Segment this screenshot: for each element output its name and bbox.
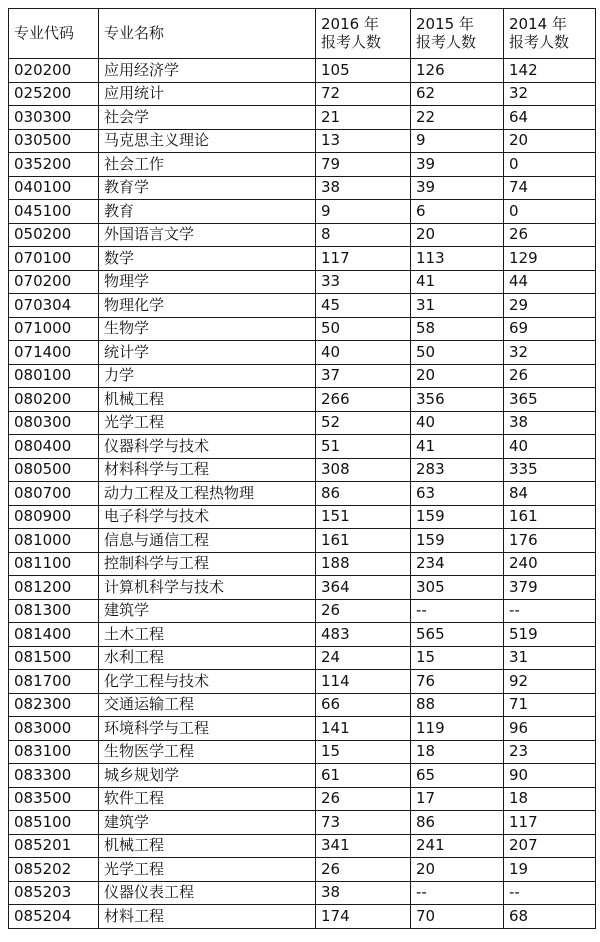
cell-2016: 483 bbox=[316, 623, 411, 647]
cell-2014: 23 bbox=[504, 740, 596, 764]
cell-2015: 9 bbox=[411, 129, 504, 153]
cell-name: 生物医学工程 bbox=[99, 740, 316, 764]
cell-name: 光学工程 bbox=[99, 858, 316, 882]
cell-code: 081300 bbox=[9, 599, 99, 623]
cell-code: 081000 bbox=[9, 529, 99, 553]
table-row bbox=[9, 294, 596, 318]
cell-code: 082300 bbox=[9, 693, 99, 717]
table-row bbox=[9, 905, 596, 929]
header-2014-label: 报考人数 bbox=[509, 32, 570, 51]
cell-code: 035200 bbox=[9, 153, 99, 177]
cell-name: 材料工程 bbox=[99, 905, 316, 929]
cell-2016: 38 bbox=[316, 176, 411, 200]
cell-name: 物理化学 bbox=[99, 294, 316, 318]
header-2016 bbox=[316, 9, 411, 59]
cell-name: 水利工程 bbox=[99, 646, 316, 670]
cell-2014: 32 bbox=[504, 341, 596, 365]
cell-2014: 32 bbox=[504, 82, 596, 106]
cell-2016: 33 bbox=[316, 270, 411, 294]
cell-2015: -- bbox=[411, 599, 504, 623]
cell-2016: 13 bbox=[316, 129, 411, 153]
cell-code: 045100 bbox=[9, 200, 99, 224]
header-2016-label: 报考人数 bbox=[321, 32, 382, 51]
cell-name: 数学 bbox=[99, 247, 316, 271]
cell-2016: 114 bbox=[316, 670, 411, 694]
cell-name: 建筑学 bbox=[99, 599, 316, 623]
table-row bbox=[9, 317, 596, 341]
cell-2014: 20 bbox=[504, 129, 596, 153]
cell-2015: 88 bbox=[411, 693, 504, 717]
cell-name: 计算机科学与技术 bbox=[99, 576, 316, 600]
header-2015-label: 报考人数 bbox=[416, 32, 477, 51]
cell-2014: 161 bbox=[504, 505, 596, 529]
cell-2014: 26 bbox=[504, 364, 596, 388]
table-row bbox=[9, 670, 596, 694]
cell-2015: 241 bbox=[411, 834, 504, 858]
cell-2014: 117 bbox=[504, 811, 596, 835]
cell-2014: 379 bbox=[504, 576, 596, 600]
cell-code: 083100 bbox=[9, 740, 99, 764]
cell-2016: 188 bbox=[316, 552, 411, 576]
cell-name: 环境科学与工程 bbox=[99, 717, 316, 741]
cell-2016: 21 bbox=[316, 106, 411, 130]
cell-2015: 22 bbox=[411, 106, 504, 130]
cell-2014: 44 bbox=[504, 270, 596, 294]
table-row bbox=[9, 834, 596, 858]
cell-name: 马克思主义理论 bbox=[99, 129, 316, 153]
cell-2016: 79 bbox=[316, 153, 411, 177]
cell-2015: 159 bbox=[411, 529, 504, 553]
table-row bbox=[9, 129, 596, 153]
cell-code: 085202 bbox=[9, 858, 99, 882]
cell-2014: 365 bbox=[504, 388, 596, 412]
cell-name: 教育学 bbox=[99, 176, 316, 200]
cell-code: 080900 bbox=[9, 505, 99, 529]
header-row bbox=[9, 9, 596, 59]
cell-2014: 90 bbox=[504, 764, 596, 788]
cell-2014: -- bbox=[504, 881, 596, 905]
cell-2016: 26 bbox=[316, 787, 411, 811]
table-row bbox=[9, 59, 596, 83]
cell-code: 083300 bbox=[9, 764, 99, 788]
cell-name: 机械工程 bbox=[99, 834, 316, 858]
cell-name: 仪器科学与技术 bbox=[99, 435, 316, 459]
cell-2014: -- bbox=[504, 599, 596, 623]
cell-2014: 29 bbox=[504, 294, 596, 318]
table-row bbox=[9, 106, 596, 130]
cell-2016: 364 bbox=[316, 576, 411, 600]
cell-2016: 8 bbox=[316, 223, 411, 247]
cell-name: 土木工程 bbox=[99, 623, 316, 647]
cell-2015: 41 bbox=[411, 435, 504, 459]
header-2014 bbox=[504, 9, 596, 59]
cell-code: 085201 bbox=[9, 834, 99, 858]
cell-2016: 141 bbox=[316, 717, 411, 741]
cell-2015: 39 bbox=[411, 176, 504, 200]
cell-code: 081100 bbox=[9, 552, 99, 576]
table-row bbox=[9, 341, 596, 365]
cell-2014: 31 bbox=[504, 646, 596, 670]
cell-code: 081200 bbox=[9, 576, 99, 600]
table-row bbox=[9, 623, 596, 647]
table-row bbox=[9, 740, 596, 764]
cell-2015: 159 bbox=[411, 505, 504, 529]
cell-2016: 26 bbox=[316, 599, 411, 623]
cell-2014: 176 bbox=[504, 529, 596, 553]
cell-name: 生物学 bbox=[99, 317, 316, 341]
cell-2014: 129 bbox=[504, 247, 596, 271]
cell-name: 软件工程 bbox=[99, 787, 316, 811]
table-row bbox=[9, 646, 596, 670]
cell-code: 070304 bbox=[9, 294, 99, 318]
cell-2015: 283 bbox=[411, 458, 504, 482]
cell-2014: 64 bbox=[504, 106, 596, 130]
cell-2015: 62 bbox=[411, 82, 504, 106]
cell-2016: 73 bbox=[316, 811, 411, 835]
cell-code: 085100 bbox=[9, 811, 99, 835]
table-row bbox=[9, 223, 596, 247]
table-row bbox=[9, 411, 596, 435]
cell-name: 光学工程 bbox=[99, 411, 316, 435]
cell-2015: 126 bbox=[411, 59, 504, 83]
cell-2016: 37 bbox=[316, 364, 411, 388]
cell-name: 动力工程及工程热物理 bbox=[99, 482, 316, 506]
cell-name: 社会学 bbox=[99, 106, 316, 130]
cell-code: 081500 bbox=[9, 646, 99, 670]
cell-code: 071000 bbox=[9, 317, 99, 341]
cell-2015: 31 bbox=[411, 294, 504, 318]
cell-2015: 40 bbox=[411, 411, 504, 435]
cell-2014: 142 bbox=[504, 59, 596, 83]
header-2014-year: 2014 年 bbox=[509, 15, 567, 34]
cell-2016: 9 bbox=[316, 200, 411, 224]
cell-2016: 26 bbox=[316, 858, 411, 882]
table-row bbox=[9, 176, 596, 200]
cell-name: 力学 bbox=[99, 364, 316, 388]
cell-2014: 38 bbox=[504, 411, 596, 435]
cell-2015: 15 bbox=[411, 646, 504, 670]
cell-name: 电子科学与技术 bbox=[99, 505, 316, 529]
cell-code: 080700 bbox=[9, 482, 99, 506]
cell-code: 030500 bbox=[9, 129, 99, 153]
cell-2015: 17 bbox=[411, 787, 504, 811]
cell-2015: 356 bbox=[411, 388, 504, 412]
header-name: 专业名称 bbox=[99, 9, 316, 59]
cell-2014: 26 bbox=[504, 223, 596, 247]
table-row bbox=[9, 505, 596, 529]
table-header bbox=[9, 9, 596, 59]
cell-2016: 15 bbox=[316, 740, 411, 764]
cell-2015: -- bbox=[411, 881, 504, 905]
cell-2015: 20 bbox=[411, 364, 504, 388]
table-row bbox=[9, 200, 596, 224]
table-row bbox=[9, 717, 596, 741]
cell-2015: 70 bbox=[411, 905, 504, 929]
cell-2016: 117 bbox=[316, 247, 411, 271]
cell-2015: 18 bbox=[411, 740, 504, 764]
cell-2016: 308 bbox=[316, 458, 411, 482]
table-row bbox=[9, 552, 596, 576]
table-row bbox=[9, 388, 596, 412]
table-row bbox=[9, 529, 596, 553]
cell-2014: 19 bbox=[504, 858, 596, 882]
cell-2015: 39 bbox=[411, 153, 504, 177]
cell-name: 城乡规划学 bbox=[99, 764, 316, 788]
cell-code: 083500 bbox=[9, 787, 99, 811]
cell-2014: 68 bbox=[504, 905, 596, 929]
cell-name: 外国语言文学 bbox=[99, 223, 316, 247]
cell-2015: 41 bbox=[411, 270, 504, 294]
cell-2016: 266 bbox=[316, 388, 411, 412]
table-row bbox=[9, 811, 596, 835]
cell-name: 化学工程与技术 bbox=[99, 670, 316, 694]
cell-name: 机械工程 bbox=[99, 388, 316, 412]
cell-2014: 84 bbox=[504, 482, 596, 506]
table-row bbox=[9, 693, 596, 717]
cell-code: 025200 bbox=[9, 82, 99, 106]
cell-2014: 69 bbox=[504, 317, 596, 341]
table-row bbox=[9, 881, 596, 905]
cell-2016: 161 bbox=[316, 529, 411, 553]
table-row bbox=[9, 787, 596, 811]
cell-2016: 45 bbox=[316, 294, 411, 318]
cell-2015: 565 bbox=[411, 623, 504, 647]
cell-name: 建筑学 bbox=[99, 811, 316, 835]
table-row bbox=[9, 82, 596, 106]
table-body bbox=[9, 59, 596, 929]
cell-code: 081700 bbox=[9, 670, 99, 694]
table-row bbox=[9, 482, 596, 506]
cell-name: 应用经济学 bbox=[99, 59, 316, 83]
table-row bbox=[9, 858, 596, 882]
table-row bbox=[9, 435, 596, 459]
cell-code: 080200 bbox=[9, 388, 99, 412]
cell-name: 应用统计 bbox=[99, 82, 316, 106]
cell-2016: 52 bbox=[316, 411, 411, 435]
cell-2016: 72 bbox=[316, 82, 411, 106]
cell-2016: 66 bbox=[316, 693, 411, 717]
cell-code: 070200 bbox=[9, 270, 99, 294]
cell-2016: 86 bbox=[316, 482, 411, 506]
cell-2014: 18 bbox=[504, 787, 596, 811]
cell-2015: 119 bbox=[411, 717, 504, 741]
cell-name: 材料科学与工程 bbox=[99, 458, 316, 482]
cell-2014: 96 bbox=[504, 717, 596, 741]
cell-name: 交通运输工程 bbox=[99, 693, 316, 717]
cell-2014: 240 bbox=[504, 552, 596, 576]
cell-code: 030300 bbox=[9, 106, 99, 130]
header-2015 bbox=[411, 9, 504, 59]
table-row bbox=[9, 599, 596, 623]
cell-2014: 207 bbox=[504, 834, 596, 858]
cell-2016: 24 bbox=[316, 646, 411, 670]
cell-name: 信息与通信工程 bbox=[99, 529, 316, 553]
cell-code: 080100 bbox=[9, 364, 99, 388]
cell-name: 控制科学与工程 bbox=[99, 552, 316, 576]
cell-2016: 61 bbox=[316, 764, 411, 788]
cell-2015: 50 bbox=[411, 341, 504, 365]
cell-2016: 38 bbox=[316, 881, 411, 905]
cell-2014: 71 bbox=[504, 693, 596, 717]
cell-2016: 40 bbox=[316, 341, 411, 365]
cell-code: 070100 bbox=[9, 247, 99, 271]
cell-2014: 92 bbox=[504, 670, 596, 694]
cell-code: 085203 bbox=[9, 881, 99, 905]
cell-code: 040100 bbox=[9, 176, 99, 200]
cell-2016: 51 bbox=[316, 435, 411, 459]
cell-2016: 50 bbox=[316, 317, 411, 341]
table-row bbox=[9, 764, 596, 788]
cell-2015: 58 bbox=[411, 317, 504, 341]
cell-code: 071400 bbox=[9, 341, 99, 365]
cell-2015: 20 bbox=[411, 223, 504, 247]
cell-code: 083000 bbox=[9, 717, 99, 741]
table-row bbox=[9, 458, 596, 482]
table-row bbox=[9, 247, 596, 271]
cell-name: 仪器仪表工程 bbox=[99, 881, 316, 905]
cell-code: 080400 bbox=[9, 435, 99, 459]
table-row bbox=[9, 270, 596, 294]
cell-2014: 74 bbox=[504, 176, 596, 200]
cell-2014: 0 bbox=[504, 153, 596, 177]
cell-code: 085204 bbox=[9, 905, 99, 929]
header-2015-year: 2015 年 bbox=[416, 15, 474, 34]
table-row bbox=[9, 153, 596, 177]
cell-name: 统计学 bbox=[99, 341, 316, 365]
cell-code: 080500 bbox=[9, 458, 99, 482]
cell-code: 020200 bbox=[9, 59, 99, 83]
cell-name: 物理学 bbox=[99, 270, 316, 294]
cell-2015: 113 bbox=[411, 247, 504, 271]
cell-2014: 0 bbox=[504, 200, 596, 224]
cell-2015: 305 bbox=[411, 576, 504, 600]
cell-2015: 76 bbox=[411, 670, 504, 694]
table-row bbox=[9, 576, 596, 600]
cell-2016: 151 bbox=[316, 505, 411, 529]
cell-code: 081400 bbox=[9, 623, 99, 647]
cell-2014: 40 bbox=[504, 435, 596, 459]
cell-name: 教育 bbox=[99, 200, 316, 224]
admissions-table bbox=[8, 8, 596, 929]
cell-2015: 6 bbox=[411, 200, 504, 224]
cell-2014: 519 bbox=[504, 623, 596, 647]
cell-2015: 65 bbox=[411, 764, 504, 788]
cell-2014: 335 bbox=[504, 458, 596, 482]
cell-code: 050200 bbox=[9, 223, 99, 247]
header-code: 专业代码 bbox=[9, 9, 99, 59]
cell-2015: 86 bbox=[411, 811, 504, 835]
admissions-table-container bbox=[8, 8, 595, 929]
cell-2015: 20 bbox=[411, 858, 504, 882]
cell-2016: 341 bbox=[316, 834, 411, 858]
cell-2015: 63 bbox=[411, 482, 504, 506]
cell-code: 080300 bbox=[9, 411, 99, 435]
cell-2015: 234 bbox=[411, 552, 504, 576]
table-row bbox=[9, 364, 596, 388]
cell-2016: 105 bbox=[316, 59, 411, 83]
cell-2016: 174 bbox=[316, 905, 411, 929]
header-2016-year: 2016 年 bbox=[321, 15, 379, 34]
cell-name: 社会工作 bbox=[99, 153, 316, 177]
